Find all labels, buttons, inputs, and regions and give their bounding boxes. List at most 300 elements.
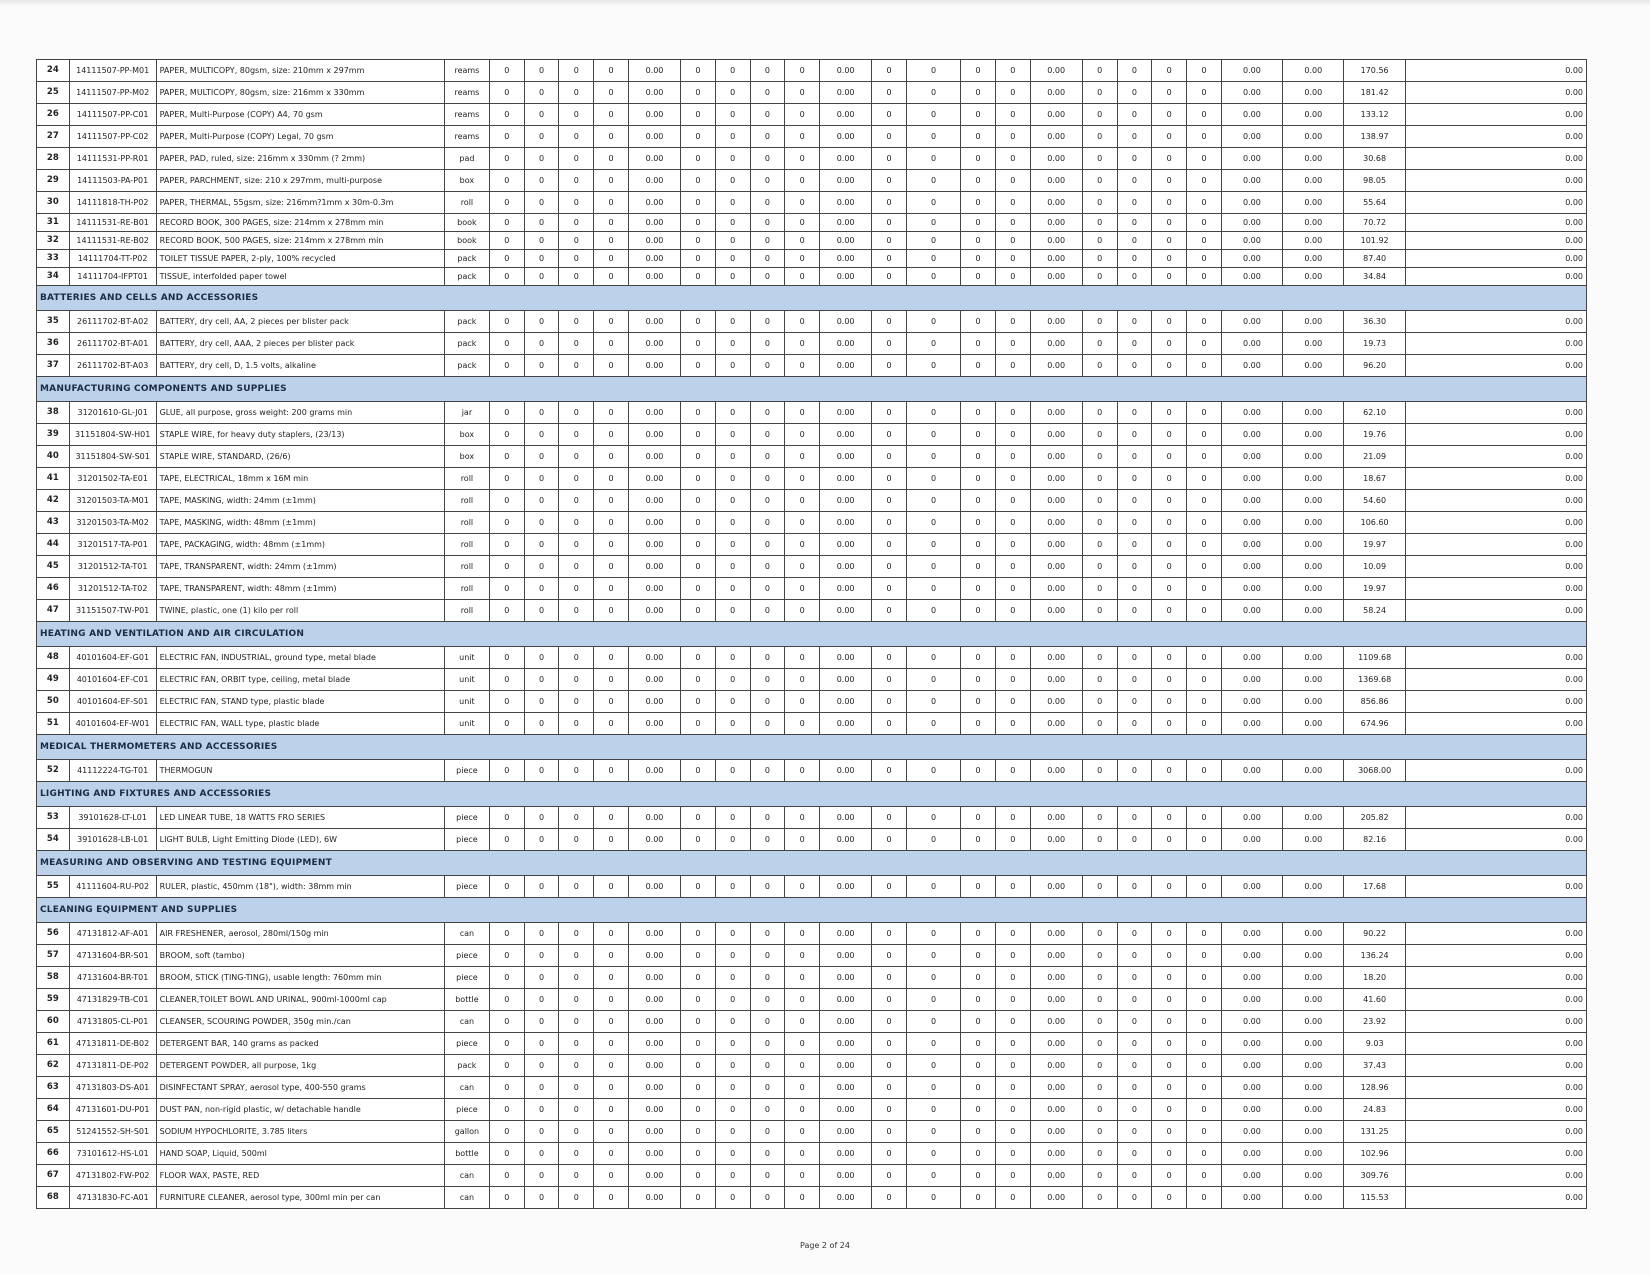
- quantity-cell: 0: [1117, 214, 1152, 232]
- quantity-cell: 0: [594, 104, 629, 126]
- quantity-cell: 0: [995, 268, 1030, 286]
- quantity-cell: 0: [489, 214, 524, 232]
- quantity-cell: 0: [785, 691, 820, 713]
- quantity-cell: 0: [906, 268, 960, 286]
- quantity-cell: 0: [1117, 468, 1152, 490]
- quantity-cell: 0.00: [628, 82, 680, 104]
- quantity-cell: 0: [594, 268, 629, 286]
- quantity-cell: 0.00: [1221, 250, 1282, 268]
- quantity-cell: 0: [961, 82, 996, 104]
- quantity-cell: 0: [715, 1187, 750, 1209]
- quantity-cell: 0: [995, 556, 1030, 578]
- quantity-cell: 0: [524, 1033, 559, 1055]
- quantity-cell: 0: [961, 1033, 996, 1055]
- item-code: 31151804-SW-S01: [69, 446, 156, 468]
- quantity-cell: 0: [750, 1187, 785, 1209]
- quantity-cell: 0: [715, 923, 750, 945]
- quantity-cell: 0: [872, 1121, 907, 1143]
- quantity-cell: 0.00: [628, 1121, 680, 1143]
- item-code: 14111531-PP-R01: [69, 148, 156, 170]
- item-number: 25: [37, 82, 70, 104]
- quantity-cell: 0.00: [820, 989, 872, 1011]
- quantity-cell: 0: [1082, 945, 1117, 967]
- quantity-cell: 0: [594, 170, 629, 192]
- quantity-cell: 0: [681, 1143, 716, 1165]
- quantity-cell: 0: [961, 268, 996, 286]
- quantity-cell: 0: [1117, 1121, 1152, 1143]
- item-description: BATTERY, dry cell, D, 1.5 volts, alkaline: [156, 355, 444, 377]
- unit-of-measure: unit: [444, 691, 489, 713]
- table-row: [37, 876, 1587, 898]
- quantity-cell: 0: [559, 534, 594, 556]
- item-description: PAPER, THERMAL, 55gsm, size: 216mm?1mm x 30m-0.3m: [156, 192, 444, 214]
- quantity-cell: 0: [489, 760, 524, 782]
- quantity-cell: 0: [785, 1099, 820, 1121]
- unit-price: 3068.00: [1344, 760, 1405, 782]
- quantity-cell: 0: [750, 60, 785, 82]
- total-amount: 0.00: [1405, 104, 1586, 126]
- quantity-cell: 0.00: [1030, 1033, 1082, 1055]
- quantity-cell: 0: [1082, 490, 1117, 512]
- quantity-cell: 0: [995, 945, 1030, 967]
- quantity-cell: 0.00: [820, 214, 872, 232]
- quantity-cell: 0: [906, 1187, 960, 1209]
- quantity-cell: 0: [995, 647, 1030, 669]
- quantity-cell: 0: [785, 876, 820, 898]
- quantity-cell: 0: [961, 1099, 996, 1121]
- quantity-cell: 0: [872, 512, 907, 534]
- item-code: 31201503-TA-M01: [69, 490, 156, 512]
- unit-of-measure: can: [444, 1187, 489, 1209]
- quantity-cell: 0: [750, 1077, 785, 1099]
- quantity-cell: 0: [872, 713, 907, 735]
- quantity-cell: 0: [995, 126, 1030, 148]
- category-title: LIGHTING AND FIXTURES AND ACCESSORIES: [37, 782, 1587, 807]
- quantity-cell: 0: [715, 1165, 750, 1187]
- quantity-cell: 0.00: [820, 713, 872, 735]
- quantity-cell: 0: [995, 989, 1030, 1011]
- quantity-cell: 0: [872, 1055, 907, 1077]
- quantity-cell: 0: [1082, 1143, 1117, 1165]
- quantity-cell: 0: [489, 1055, 524, 1077]
- unit-of-measure: book: [444, 214, 489, 232]
- quantity-cell: 0: [559, 578, 594, 600]
- quantity-cell: 0: [1187, 829, 1222, 851]
- table-row: [37, 60, 1587, 82]
- quantity-cell: 0.00: [1221, 534, 1282, 556]
- quantity-cell: 0: [872, 311, 907, 333]
- total-amount: 0.00: [1405, 446, 1586, 468]
- quantity-cell: 0.00: [628, 669, 680, 691]
- quantity-cell: 0.00: [1030, 945, 1082, 967]
- quantity-cell: 0.00: [628, 1055, 680, 1077]
- quantity-cell: 0: [489, 923, 524, 945]
- quantity-cell: 0: [961, 967, 996, 989]
- quantity-cell: 0.00: [628, 989, 680, 1011]
- unit-of-measure: piece: [444, 760, 489, 782]
- item-description: TAPE, ELECTRICAL, 18mm x 16M min: [156, 468, 444, 490]
- quantity-cell: 0: [681, 876, 716, 898]
- quantity-cell: 0: [872, 126, 907, 148]
- quantity-cell: 0.00: [1221, 333, 1282, 355]
- quantity-cell: 0: [1152, 82, 1187, 104]
- quantity-cell: 0: [1117, 333, 1152, 355]
- quantity-cell: 0: [872, 1011, 907, 1033]
- quantity-cell: 0: [750, 945, 785, 967]
- quantity-cell: 0: [489, 1099, 524, 1121]
- item-number: 39: [37, 424, 70, 446]
- table-row: [37, 713, 1587, 735]
- quantity-cell: 0: [1187, 402, 1222, 424]
- quantity-cell: 0: [1117, 534, 1152, 556]
- quantity-cell: 0: [681, 126, 716, 148]
- quantity-cell: 0.00: [1030, 104, 1082, 126]
- quantity-cell: 0: [1082, 402, 1117, 424]
- total-amount: 0.00: [1405, 534, 1586, 556]
- item-code: 47131601-DU-P01: [69, 1099, 156, 1121]
- quantity-cell: 0: [1117, 1077, 1152, 1099]
- quantity-cell: 0.00: [1283, 148, 1344, 170]
- item-number: 37: [37, 355, 70, 377]
- quantity-cell: 0: [524, 1187, 559, 1209]
- quantity-cell: 0: [594, 214, 629, 232]
- quantity-cell: 0: [681, 1121, 716, 1143]
- quantity-cell: 0.00: [1030, 170, 1082, 192]
- quantity-cell: 0: [961, 512, 996, 534]
- quantity-cell: 0: [594, 148, 629, 170]
- quantity-cell: 0: [1082, 268, 1117, 286]
- item-number: 29: [37, 170, 70, 192]
- quantity-cell: 0: [1152, 192, 1187, 214]
- quantity-cell: 0.00: [1221, 60, 1282, 82]
- quantity-cell: 0.00: [820, 1077, 872, 1099]
- quantity-cell: 0: [559, 1121, 594, 1143]
- quantity-cell: 0: [906, 250, 960, 268]
- quantity-cell: 0: [715, 126, 750, 148]
- quantity-cell: 0: [750, 126, 785, 148]
- item-number: 27: [37, 126, 70, 148]
- quantity-cell: 0: [995, 82, 1030, 104]
- quantity-cell: 0: [489, 1165, 524, 1187]
- quantity-cell: 0.00: [820, 402, 872, 424]
- unit-of-measure: reams: [444, 60, 489, 82]
- quantity-cell: 0: [594, 1121, 629, 1143]
- quantity-cell: 0: [995, 232, 1030, 250]
- quantity-cell: 0: [715, 967, 750, 989]
- quantity-cell: 0: [489, 148, 524, 170]
- quantity-cell: 0.00: [1221, 807, 1282, 829]
- quantity-cell: 0: [1152, 468, 1187, 490]
- item-description: CLEANSER, SCOURING POWDER, 350g min./can: [156, 1011, 444, 1033]
- quantity-cell: 0: [524, 232, 559, 250]
- total-amount: 0.00: [1405, 556, 1586, 578]
- quantity-cell: 0: [961, 355, 996, 377]
- quantity-cell: 0: [524, 1055, 559, 1077]
- quantity-cell: 0: [750, 148, 785, 170]
- total-amount: 0.00: [1405, 945, 1586, 967]
- quantity-cell: 0.00: [820, 578, 872, 600]
- quantity-cell: 0.00: [1221, 691, 1282, 713]
- quantity-cell: 0.00: [1283, 1143, 1344, 1165]
- total-amount: 0.00: [1405, 424, 1586, 446]
- quantity-cell: 0: [1152, 424, 1187, 446]
- unit-price: 87.40: [1344, 250, 1405, 268]
- quantity-cell: 0.00: [628, 402, 680, 424]
- quantity-cell: 0: [1152, 760, 1187, 782]
- quantity-cell: 0: [750, 355, 785, 377]
- item-description: PAPER, PARCHMENT, size: 210 x 297mm, multi-purpose: [156, 170, 444, 192]
- quantity-cell: 0: [715, 192, 750, 214]
- quantity-cell: 0: [961, 232, 996, 250]
- quantity-cell: 0.00: [1221, 556, 1282, 578]
- unit-of-measure: roll: [444, 578, 489, 600]
- quantity-cell: 0: [524, 1165, 559, 1187]
- quantity-cell: 0.00: [628, 446, 680, 468]
- unit-price: 23.92: [1344, 1011, 1405, 1033]
- quantity-cell: 0: [961, 192, 996, 214]
- quantity-cell: 0: [961, 1077, 996, 1099]
- total-amount: 0.00: [1405, 1165, 1586, 1187]
- quantity-cell: 0.00: [628, 807, 680, 829]
- item-number: 53: [37, 807, 70, 829]
- table-row: [37, 829, 1587, 851]
- quantity-cell: 0: [559, 82, 594, 104]
- item-description: GLUE, all purpose, gross weight: 200 grams min: [156, 402, 444, 424]
- quantity-cell: 0: [906, 989, 960, 1011]
- quantity-cell: 0.00: [820, 424, 872, 446]
- item-number: 58: [37, 967, 70, 989]
- total-amount: 0.00: [1405, 170, 1586, 192]
- quantity-cell: 0: [489, 1077, 524, 1099]
- unit-price: 674.96: [1344, 713, 1405, 735]
- quantity-cell: 0: [785, 490, 820, 512]
- quantity-cell: 0: [524, 192, 559, 214]
- quantity-cell: 0.00: [1030, 214, 1082, 232]
- quantity-cell: 0: [785, 192, 820, 214]
- item-code: 40101604-EF-W01: [69, 713, 156, 735]
- quantity-cell: 0: [1117, 355, 1152, 377]
- quantity-cell: 0: [594, 923, 629, 945]
- item-number: 54: [37, 829, 70, 851]
- quantity-cell: 0.00: [1283, 578, 1344, 600]
- quantity-cell: 0: [906, 691, 960, 713]
- quantity-cell: 0: [1082, 556, 1117, 578]
- unit-price: 131.25: [1344, 1121, 1405, 1143]
- quantity-cell: 0: [1152, 170, 1187, 192]
- quantity-cell: 0: [872, 760, 907, 782]
- unit-of-measure: reams: [444, 104, 489, 126]
- quantity-cell: 0: [681, 468, 716, 490]
- quantity-cell: 0: [594, 876, 629, 898]
- quantity-cell: 0: [715, 170, 750, 192]
- item-description: BATTERY, dry cell, AAA, 2 pieces per blister pack: [156, 333, 444, 355]
- quantity-cell: 0: [961, 424, 996, 446]
- quantity-cell: 0: [906, 512, 960, 534]
- unit-price: 9.03: [1344, 1033, 1405, 1055]
- quantity-cell: 0.00: [820, 333, 872, 355]
- item-description: FURNITURE CLEANER, aerosol type, 300ml min per can: [156, 1187, 444, 1209]
- item-number: 28: [37, 148, 70, 170]
- quantity-cell: 0: [1117, 807, 1152, 829]
- category-header-row: [37, 377, 1587, 402]
- quantity-cell: 0.00: [1030, 600, 1082, 622]
- unit-of-measure: pack: [444, 268, 489, 286]
- quantity-cell: 0: [715, 60, 750, 82]
- quantity-cell: 0: [489, 807, 524, 829]
- unit-of-measure: piece: [444, 1099, 489, 1121]
- quantity-cell: 0: [1117, 713, 1152, 735]
- quantity-cell: 0.00: [820, 760, 872, 782]
- quantity-cell: 0: [559, 402, 594, 424]
- quantity-cell: 0: [1187, 311, 1222, 333]
- quantity-cell: 0: [906, 192, 960, 214]
- quantity-cell: 0: [961, 1011, 996, 1033]
- procurement-table: [36, 59, 1587, 1209]
- quantity-cell: 0.00: [1221, 468, 1282, 490]
- quantity-cell: 0: [489, 1121, 524, 1143]
- total-amount: 0.00: [1405, 1143, 1586, 1165]
- quantity-cell: 0: [1117, 600, 1152, 622]
- quantity-cell: 0.00: [820, 923, 872, 945]
- quantity-cell: 0: [1082, 60, 1117, 82]
- quantity-cell: 0: [715, 1033, 750, 1055]
- quantity-cell: 0: [524, 647, 559, 669]
- quantity-cell: 0: [961, 807, 996, 829]
- quantity-cell: 0.00: [1030, 807, 1082, 829]
- quantity-cell: 0: [489, 424, 524, 446]
- quantity-cell: 0.00: [820, 829, 872, 851]
- quantity-cell: 0.00: [628, 600, 680, 622]
- quantity-cell: 0: [1152, 876, 1187, 898]
- quantity-cell: 0: [594, 446, 629, 468]
- table-row: [37, 967, 1587, 989]
- category-title: MANUFACTURING COMPONENTS AND SUPPLIES: [37, 377, 1587, 402]
- quantity-cell: 0: [524, 1099, 559, 1121]
- quantity-cell: 0: [681, 1187, 716, 1209]
- quantity-cell: 0: [961, 250, 996, 268]
- quantity-cell: 0: [489, 989, 524, 1011]
- quantity-cell: 0: [1187, 1077, 1222, 1099]
- quantity-cell: 0: [750, 192, 785, 214]
- quantity-cell: 0.00: [1030, 333, 1082, 355]
- quantity-cell: 0.00: [1283, 967, 1344, 989]
- item-code: 31201610-GL-J01: [69, 402, 156, 424]
- total-amount: 0.00: [1405, 760, 1586, 782]
- quantity-cell: 0: [559, 250, 594, 268]
- quantity-cell: 0: [785, 1143, 820, 1165]
- category-header-row: [37, 622, 1587, 647]
- quantity-cell: 0: [785, 355, 820, 377]
- quantity-cell: 0: [524, 1077, 559, 1099]
- quantity-cell: 0: [872, 446, 907, 468]
- unit-price: 90.22: [1344, 923, 1405, 945]
- quantity-cell: 0: [995, 355, 1030, 377]
- quantity-cell: 0: [961, 148, 996, 170]
- quantity-cell: 0: [750, 1143, 785, 1165]
- quantity-cell: 0: [961, 923, 996, 945]
- quantity-cell: 0: [594, 512, 629, 534]
- item-description: STAPLE WIRE, STANDARD, (26/6): [156, 446, 444, 468]
- quantity-cell: 0.00: [1221, 1187, 1282, 1209]
- quantity-cell: 0: [559, 647, 594, 669]
- table-row: [37, 647, 1587, 669]
- quantity-cell: 0: [995, 1011, 1030, 1033]
- quantity-cell: 0.00: [628, 967, 680, 989]
- quantity-cell: 0: [524, 945, 559, 967]
- unit-price: 136.24: [1344, 945, 1405, 967]
- quantity-cell: 0: [715, 760, 750, 782]
- quantity-cell: 0: [906, 967, 960, 989]
- quantity-cell: 0: [872, 967, 907, 989]
- quantity-cell: 0: [715, 1077, 750, 1099]
- quantity-cell: 0: [785, 250, 820, 268]
- quantity-cell: 0.00: [628, 691, 680, 713]
- quantity-cell: 0.00: [1030, 1165, 1082, 1187]
- quantity-cell: 0: [715, 424, 750, 446]
- quantity-cell: 0: [995, 807, 1030, 829]
- item-number: 49: [37, 669, 70, 691]
- quantity-cell: 0: [594, 232, 629, 250]
- quantity-cell: 0.00: [1030, 1011, 1082, 1033]
- quantity-cell: 0: [559, 967, 594, 989]
- table-row: [37, 104, 1587, 126]
- quantity-cell: 0: [1117, 60, 1152, 82]
- table-row: [37, 1121, 1587, 1143]
- unit-of-measure: bottle: [444, 989, 489, 1011]
- quantity-cell: 0: [872, 82, 907, 104]
- quantity-cell: 0: [559, 148, 594, 170]
- table-row: [37, 490, 1587, 512]
- unit-of-measure: can: [444, 1011, 489, 1033]
- table-row: [37, 691, 1587, 713]
- quantity-cell: 0: [681, 1099, 716, 1121]
- quantity-cell: 0.00: [1221, 170, 1282, 192]
- quantity-cell: 0.00: [1030, 1055, 1082, 1077]
- quantity-cell: 0.00: [1221, 214, 1282, 232]
- quantity-cell: 0: [594, 691, 629, 713]
- quantity-cell: 0: [995, 104, 1030, 126]
- quantity-cell: 0: [785, 1165, 820, 1187]
- quantity-cell: 0: [785, 446, 820, 468]
- quantity-cell: 0.00: [820, 600, 872, 622]
- item-code: 14111507-PP-M02: [69, 82, 156, 104]
- total-amount: 0.00: [1405, 691, 1586, 713]
- quantity-cell: 0: [1117, 126, 1152, 148]
- quantity-cell: 0: [872, 647, 907, 669]
- unit-of-measure: roll: [444, 192, 489, 214]
- unit-price: 181.42: [1344, 82, 1405, 104]
- unit-price: 58.24: [1344, 600, 1405, 622]
- quantity-cell: 0: [715, 468, 750, 490]
- quantity-cell: 0: [1152, 669, 1187, 691]
- quantity-cell: 0: [559, 669, 594, 691]
- quantity-cell: 0: [489, 1143, 524, 1165]
- quantity-cell: 0: [785, 829, 820, 851]
- quantity-cell: 0: [489, 402, 524, 424]
- unit-price: 34.84: [1344, 268, 1405, 286]
- quantity-cell: 0: [995, 60, 1030, 82]
- quantity-cell: 0.00: [1030, 760, 1082, 782]
- quantity-cell: 0: [906, 1121, 960, 1143]
- quantity-cell: 0.00: [1030, 490, 1082, 512]
- quantity-cell: 0: [785, 1077, 820, 1099]
- category-title: MEASURING AND OBSERVING AND TESTING EQUIPMENT: [37, 851, 1587, 876]
- quantity-cell: 0: [906, 148, 960, 170]
- quantity-cell: 0: [1152, 967, 1187, 989]
- item-code: 47131803-DS-A01: [69, 1077, 156, 1099]
- quantity-cell: 0: [559, 1055, 594, 1077]
- item-code: 26111702-BT-A02: [69, 311, 156, 333]
